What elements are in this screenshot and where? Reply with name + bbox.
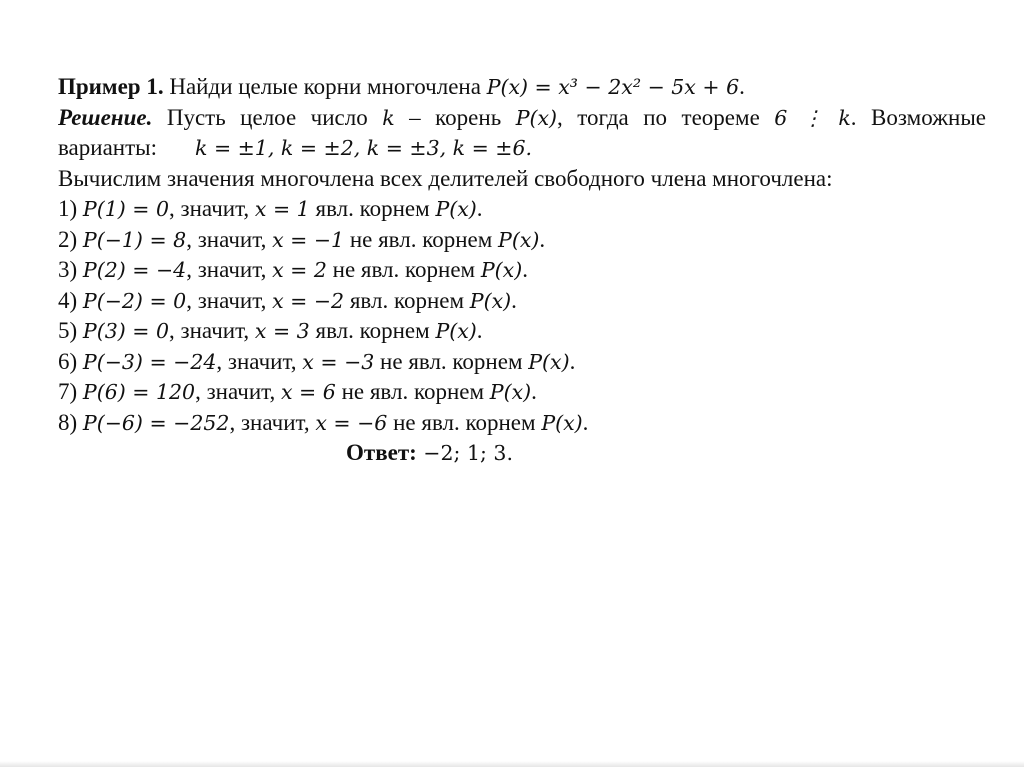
step-connector: , значит, <box>195 379 281 404</box>
step-verdict: не явл. корнем <box>344 226 499 252</box>
step-item <box>58 225 986 256</box>
variants-label: варианты: <box>58 135 157 160</box>
step-connector: , значит, <box>229 409 316 435</box>
polynomial-formula: P(x) = x³ − 2x² − 5x + 6 <box>486 75 740 99</box>
step-verdict: не явл. корнем <box>335 379 490 404</box>
step-item <box>58 377 986 408</box>
step-connector: , значит, <box>169 318 255 343</box>
step-verdict: явл. корнем <box>344 287 470 313</box>
step-connector: , значит, <box>186 226 273 252</box>
compute-intro: Вычислим значения многочлена всех делителей свободного члена многочлена: <box>58 165 833 191</box>
step-px: P(x) <box>435 319 477 343</box>
step-item <box>58 408 986 439</box>
step-number: 8) <box>58 409 83 435</box>
step-equation: P(3) = 0 <box>82 319 170 343</box>
solution-label: Решение. <box>58 104 153 130</box>
solution-k: k <box>382 105 395 130</box>
step-number: 7) <box>58 379 83 404</box>
step-number: 2) <box>58 226 83 252</box>
step-item <box>58 286 986 317</box>
divisibility-formula: 6 ⋮ k <box>774 105 851 130</box>
step-x-value: x = 6 <box>280 380 336 404</box>
step-px: P(x) <box>480 258 523 282</box>
step-equation: P(2) = −4 <box>82 258 187 282</box>
step-item <box>58 255 986 286</box>
variants-line <box>58 133 986 164</box>
step-verdict: не явл. корнем <box>326 257 481 282</box>
solution-px: P(x) <box>515 105 558 130</box>
step-end: . <box>582 409 589 435</box>
step-number: 3) <box>58 257 83 282</box>
example-label: Пример 1. <box>58 74 164 99</box>
step-number: 5) <box>58 318 83 343</box>
step-x-value: x = −3 <box>302 349 375 374</box>
step-equation: P(−6) = −252 <box>82 410 230 435</box>
step-x-value: x = 2 <box>272 258 327 282</box>
step-item <box>58 347 986 378</box>
step-item <box>58 194 986 225</box>
step-connector: , значит, <box>186 257 273 282</box>
step-x-value: x = −1 <box>272 227 345 252</box>
example-statement <box>58 72 986 103</box>
step-connector: , значит, <box>216 348 303 374</box>
solution-text-2: – корень <box>409 104 516 130</box>
step-connector: , значит, <box>169 196 255 221</box>
step-x-value: x = −2 <box>272 288 345 313</box>
step-end: . <box>511 287 517 313</box>
solution-text-1: Пусть целое число <box>166 104 383 130</box>
step-px: P(x) <box>498 227 540 252</box>
step-px: P(x) <box>469 288 512 313</box>
document-body <box>58 72 986 469</box>
step-px: P(x) <box>528 349 570 374</box>
step-number: 4) <box>58 287 83 313</box>
example-text: Найди целые корни многочлена <box>163 74 487 99</box>
step-x-value: x = −6 <box>315 410 388 435</box>
step-equation: P(6) = 120 <box>82 380 196 404</box>
step-verdict: не явл. корнем <box>374 348 529 374</box>
answer-label: Ответ: <box>346 440 417 465</box>
step-verdict: явл. корнем <box>309 318 436 343</box>
step-item <box>58 316 986 347</box>
step-end: . <box>539 226 546 252</box>
step-number: 6) <box>58 348 83 374</box>
step-end: . <box>522 257 528 282</box>
step-px: P(x) <box>541 410 583 435</box>
answer-value: −2; 1; 3. <box>416 441 513 465</box>
step-px: P(x) <box>435 197 477 221</box>
step-end: . <box>569 348 576 374</box>
slide-bottom-edge <box>0 761 1024 767</box>
answer-line <box>58 438 986 469</box>
step-verdict: явл. корнем <box>309 196 436 221</box>
steps-list <box>58 194 986 438</box>
step-equation: P(−2) = 0 <box>82 288 187 313</box>
step-connector: , значит, <box>186 287 273 313</box>
step-x-value: x = 3 <box>254 319 310 343</box>
step-end: . <box>476 318 483 343</box>
solution-paragraph <box>58 103 986 134</box>
solution-text-4: . Возможные <box>850 104 986 130</box>
step-end: . <box>531 379 537 404</box>
step-number: 1) <box>58 196 83 221</box>
step-equation: P(−1) = 8 <box>82 227 187 252</box>
step-equation: P(−3) = −24 <box>82 349 217 374</box>
step-equation: P(1) = 0 <box>82 197 170 221</box>
step-x-value: x = 1 <box>254 197 310 221</box>
variants-formula: k = ±1, k = ±2, k = ±3, k = ±6. <box>195 136 533 160</box>
step-px: P(x) <box>489 380 532 404</box>
solution-text-3: , тогда по теореме <box>557 104 775 130</box>
step-verdict: не явл. корнем <box>387 409 542 435</box>
step-end: . <box>476 196 483 221</box>
example-end: . <box>739 74 745 99</box>
